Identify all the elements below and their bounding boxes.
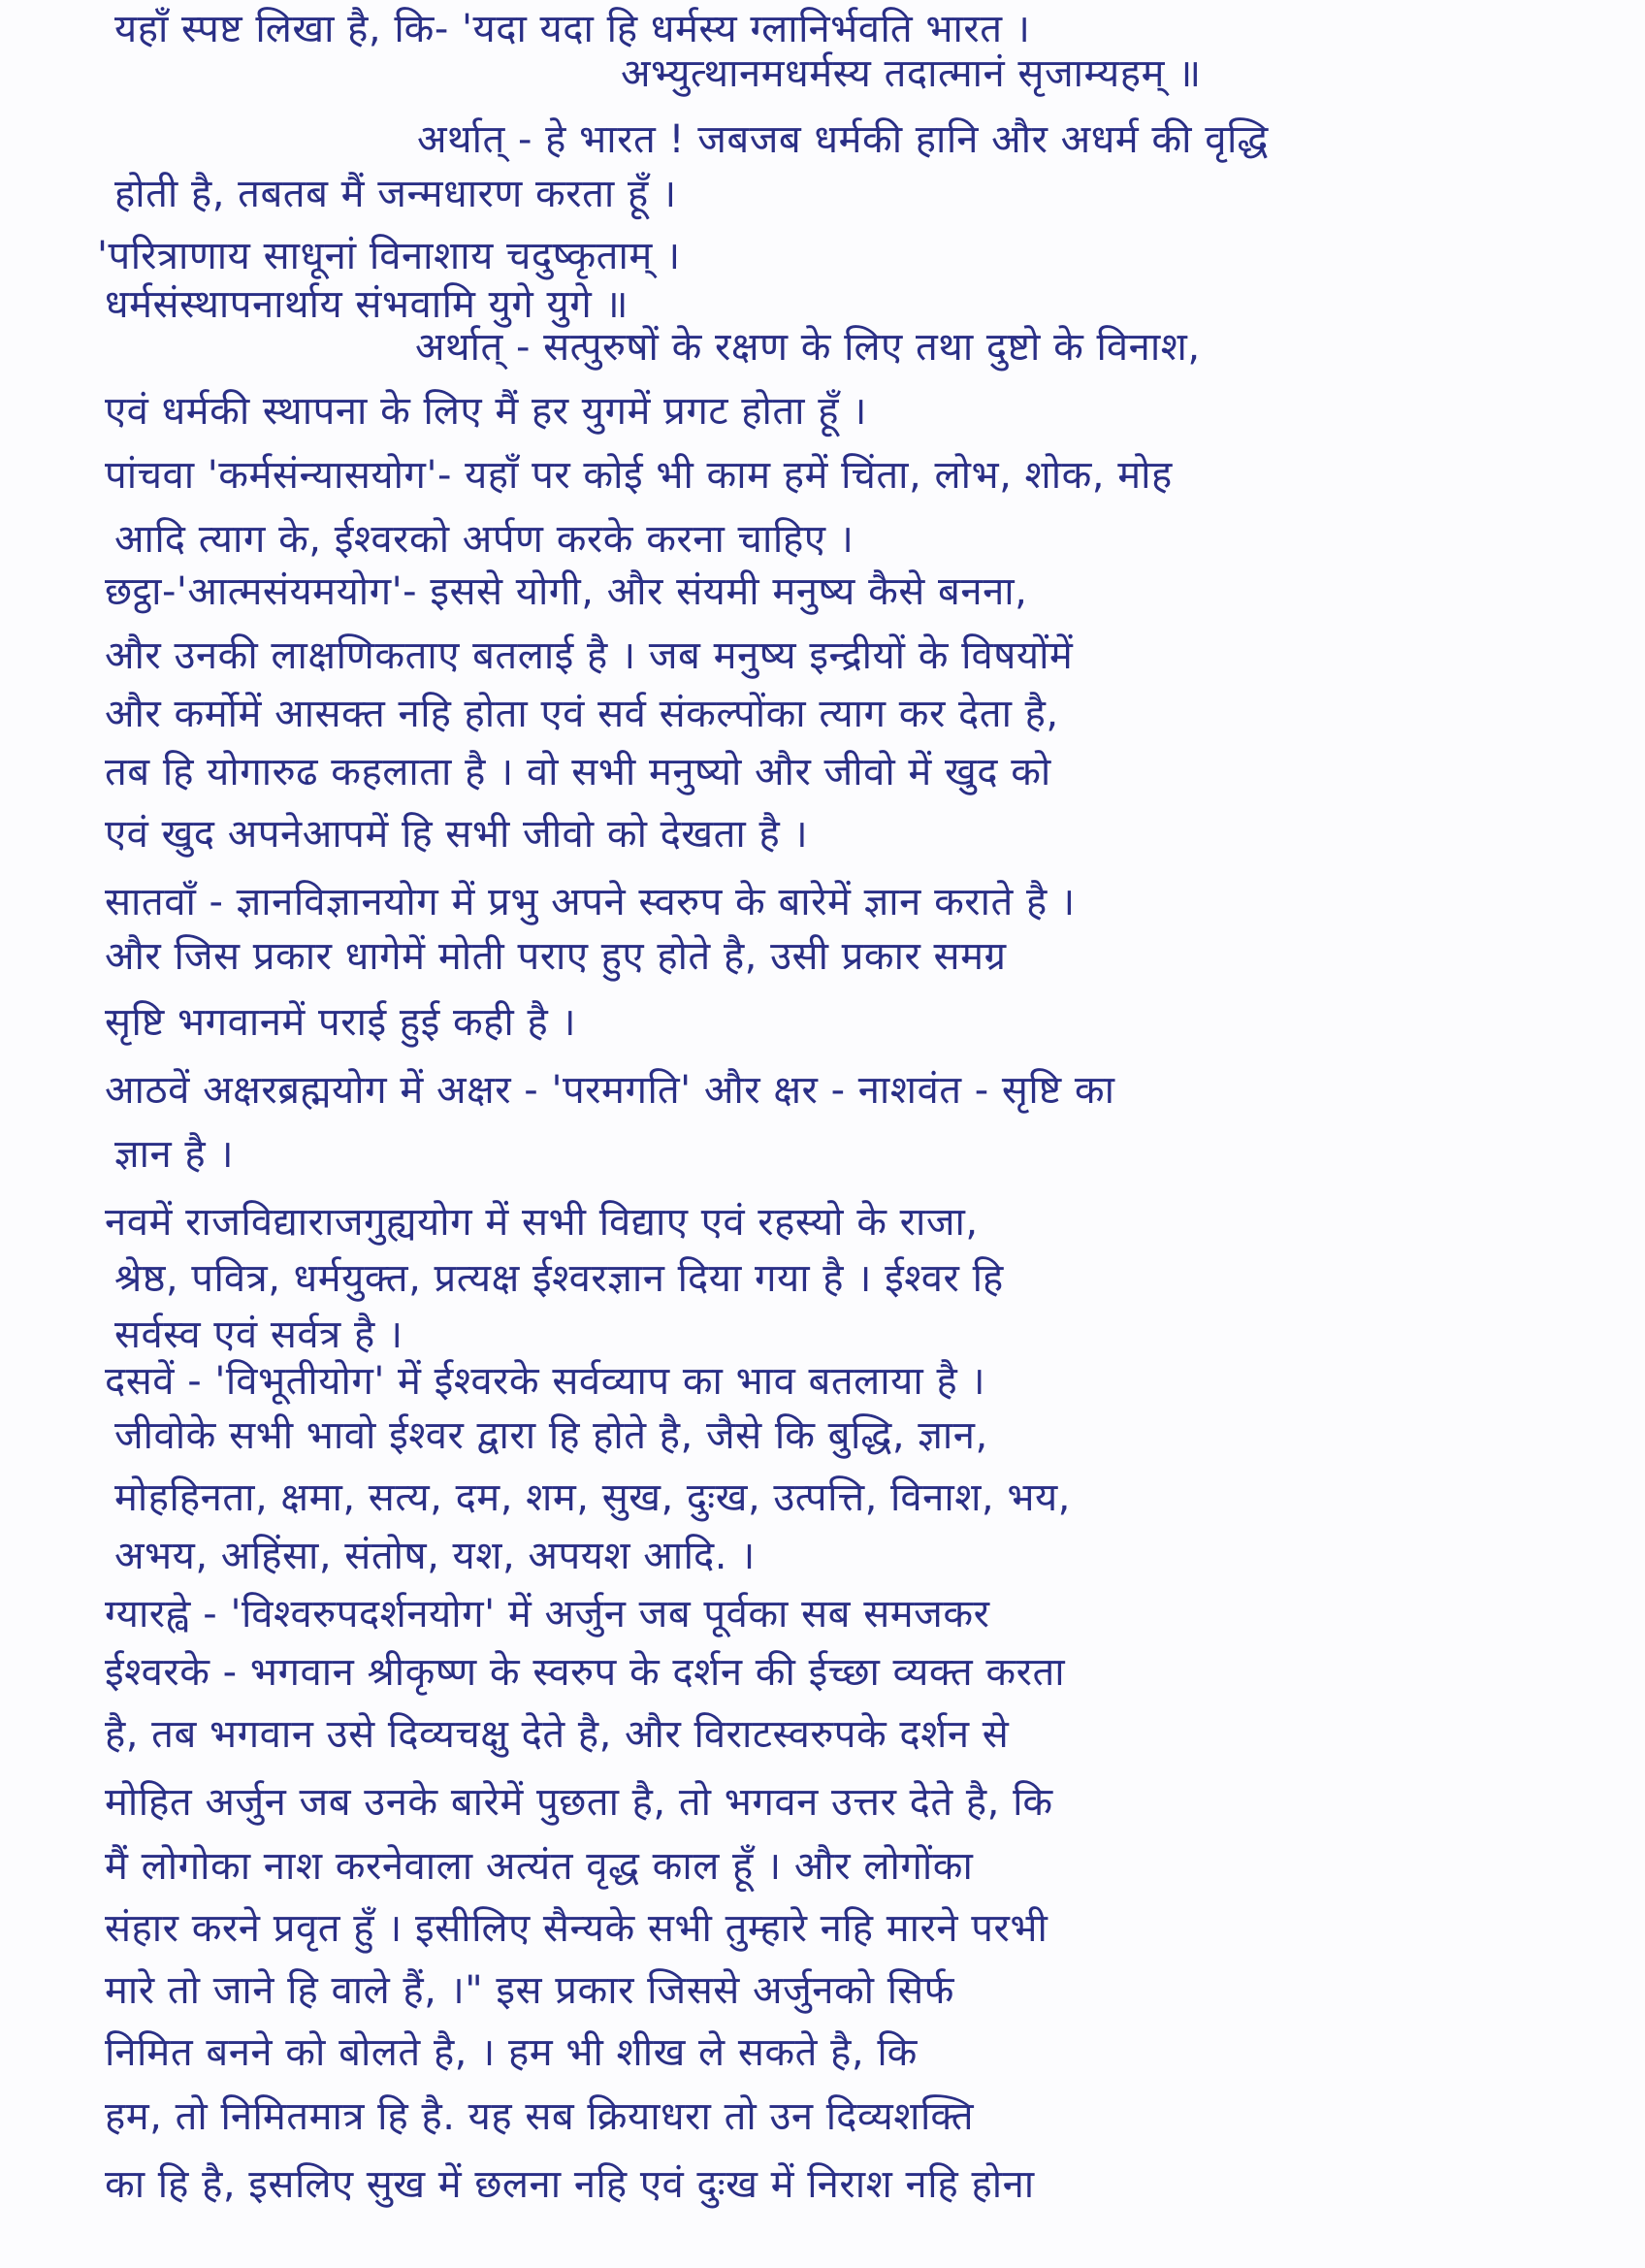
text-line: है, तब भगवान उसे दिव्यचक्षु देते है, और विराटस्वरुपके दर्शन से [105, 1712, 1010, 1757]
text-line: नवमें राजविद्याराजगुह्ययोग में सभी विद्याए एवं रहस्यो के राजा, [105, 1200, 979, 1245]
text-line: अर्थात् - सत्पुरुषों के रक्षण के लिए तथा दुष्टो के विनाश, [415, 325, 1201, 370]
text-line: तब हि योगारुढ कहलाता है । वो सभी मनुष्यो और जीवो में खुद को [105, 750, 1051, 794]
text-line: सृष्टि भगवानमें पराई हुई कही है । [105, 1000, 577, 1045]
text-line: पांचवा 'कर्मसंन्यासयोग'- यहाँ पर कोई भी काम हमें चिंता, लोभ, शोक, मोह [105, 453, 1173, 498]
text-line: ज्ञान है । [114, 1132, 235, 1177]
text-line: ग्यारह्वे - 'विश्वरुपदर्शनयोग' में अर्जुन जब पूर्वका सब समजकर [105, 1592, 990, 1636]
text-line: और उनकी लाक्षणिकताए बतलाई है । जब मनुष्य इन्द्रीयों के विषयोंमें [105, 633, 1074, 678]
text-line: यहाँ स्पष्ट लिखा है, कि- 'यदा यदा हि धर्मस्य ग्लानिर्भवति भारत । [114, 7, 1031, 51]
text-line: एवं खुद अपनेआपमें हि सभी जीवो को देखता है । [105, 812, 809, 857]
text-line: निमित बनने को बोलते है, । हम भी शीख ले सकते है, कि [105, 2030, 918, 2075]
text-line: आठवें अक्षरब्रह्मयोग में अक्षर - 'परमगति' और क्षर - नाशवंत - सृष्टि का [105, 1068, 1115, 1113]
text-line: सर्वस्व एवं सर्वत्र है । [114, 1312, 403, 1357]
text-line: एवं धर्मकी स्थापना के लिए मैं हर युगमें प्रगट होता हूँ । [105, 389, 867, 434]
text-line: संहार करने प्रवृत हुँ । इसीलिए सैन्यके सभी तुम्हारे नहि मारने परभी [105, 1906, 1048, 1951]
text-line: मैं लोगोका नाश करनेवाला अत्यंत वृद्ध काल हूँ । और लोगोंका [105, 1844, 974, 1889]
text-line: धर्मसंस्थापनार्थाय संभवामि युगे युगे ॥ [105, 282, 629, 327]
text-line: मोहहिनता, क्षमा, सत्य, दम, शम, सुख, दुःख, उत्पत्ति, विनाश, भय, [114, 1475, 1071, 1520]
text-line: मारे तो जाने हि वाले हैं, ।" इस प्रकार जिससे अर्जुनको सिर्फ [105, 1968, 954, 2013]
text-line: का हि है, इसलिए सुख में छलना नहि एवं दुःख में निराश नहि होना [105, 2162, 1035, 2207]
text-line: होती है, तबतब मैं जन्मधारण करता हूँ । [114, 172, 677, 216]
text-line: और कर्मोमें आसक्त नहि होता एवं सर्व संकल्पोंका त्याग कर देता है, [105, 692, 1059, 736]
text-line: जीवोके सभी भावो ईश्वर द्वारा हि होते है, जैसे कि बुद्धि, ज्ञान, [114, 1413, 988, 1458]
text-line: आदि त्याग के, ईश्वरको अर्पण करके करना चाहिए । [114, 517, 855, 562]
text-line: श्रेष्ठ, पवित्र, धर्मयुक्त, प्रत्यक्ष ईश्वरज्ञान दिया गया है । ईश्वर हि [114, 1256, 1004, 1301]
text-line: ईश्वरके - भगवान श्रीकृष्ण के स्वरुप के दर्शन की ईच्छा व्यक्त करता [105, 1650, 1066, 1695]
text-line: अभ्युत्थानमधर्मस्य तदात्मानं सृजाम्यहम् ॥ [621, 51, 1202, 96]
text-line: छट्ठा-'आत्मसंयमयोग'- इससे योगी, और संयमी मनुष्य कैसे बनना, [105, 569, 1028, 614]
text-line: अर्थात् - हे भारत ! जबजब धर्मकी हानि और अधर्म की वृद्धि [417, 117, 1269, 162]
text-line: मोहित अर्जुन जब उनके बारेमें पुछता है, तो भगवन उत्तर देते है, कि [105, 1780, 1053, 1825]
text-line: सातवाँ - ज्ञानविज्ञानयोग में प्रभु अपने स्वरुप के बारेमें ज्ञान कराते है । [105, 880, 1076, 924]
text-line: अभय, अहिंसा, संतोष, यश, अपयश आदि. । [114, 1534, 756, 1578]
text-line: 'परित्राणाय साधूनां विनाशाय चदुष्कृताम् । [97, 234, 681, 278]
text-line: हम, तो निमितमात्र हि है. यह सब क्रियाधरा तो उन दिव्यशक्ति [105, 2094, 975, 2139]
text-line: दसवें - 'विभूतीयोग' में ईश्वरके सर्वव्याप का भाव बतलाया है । [105, 1359, 986, 1404]
text-line: और जिस प्रकार धागेमें मोती पराए हुए होते है, उसी प्रकार समग्र [105, 934, 1007, 979]
